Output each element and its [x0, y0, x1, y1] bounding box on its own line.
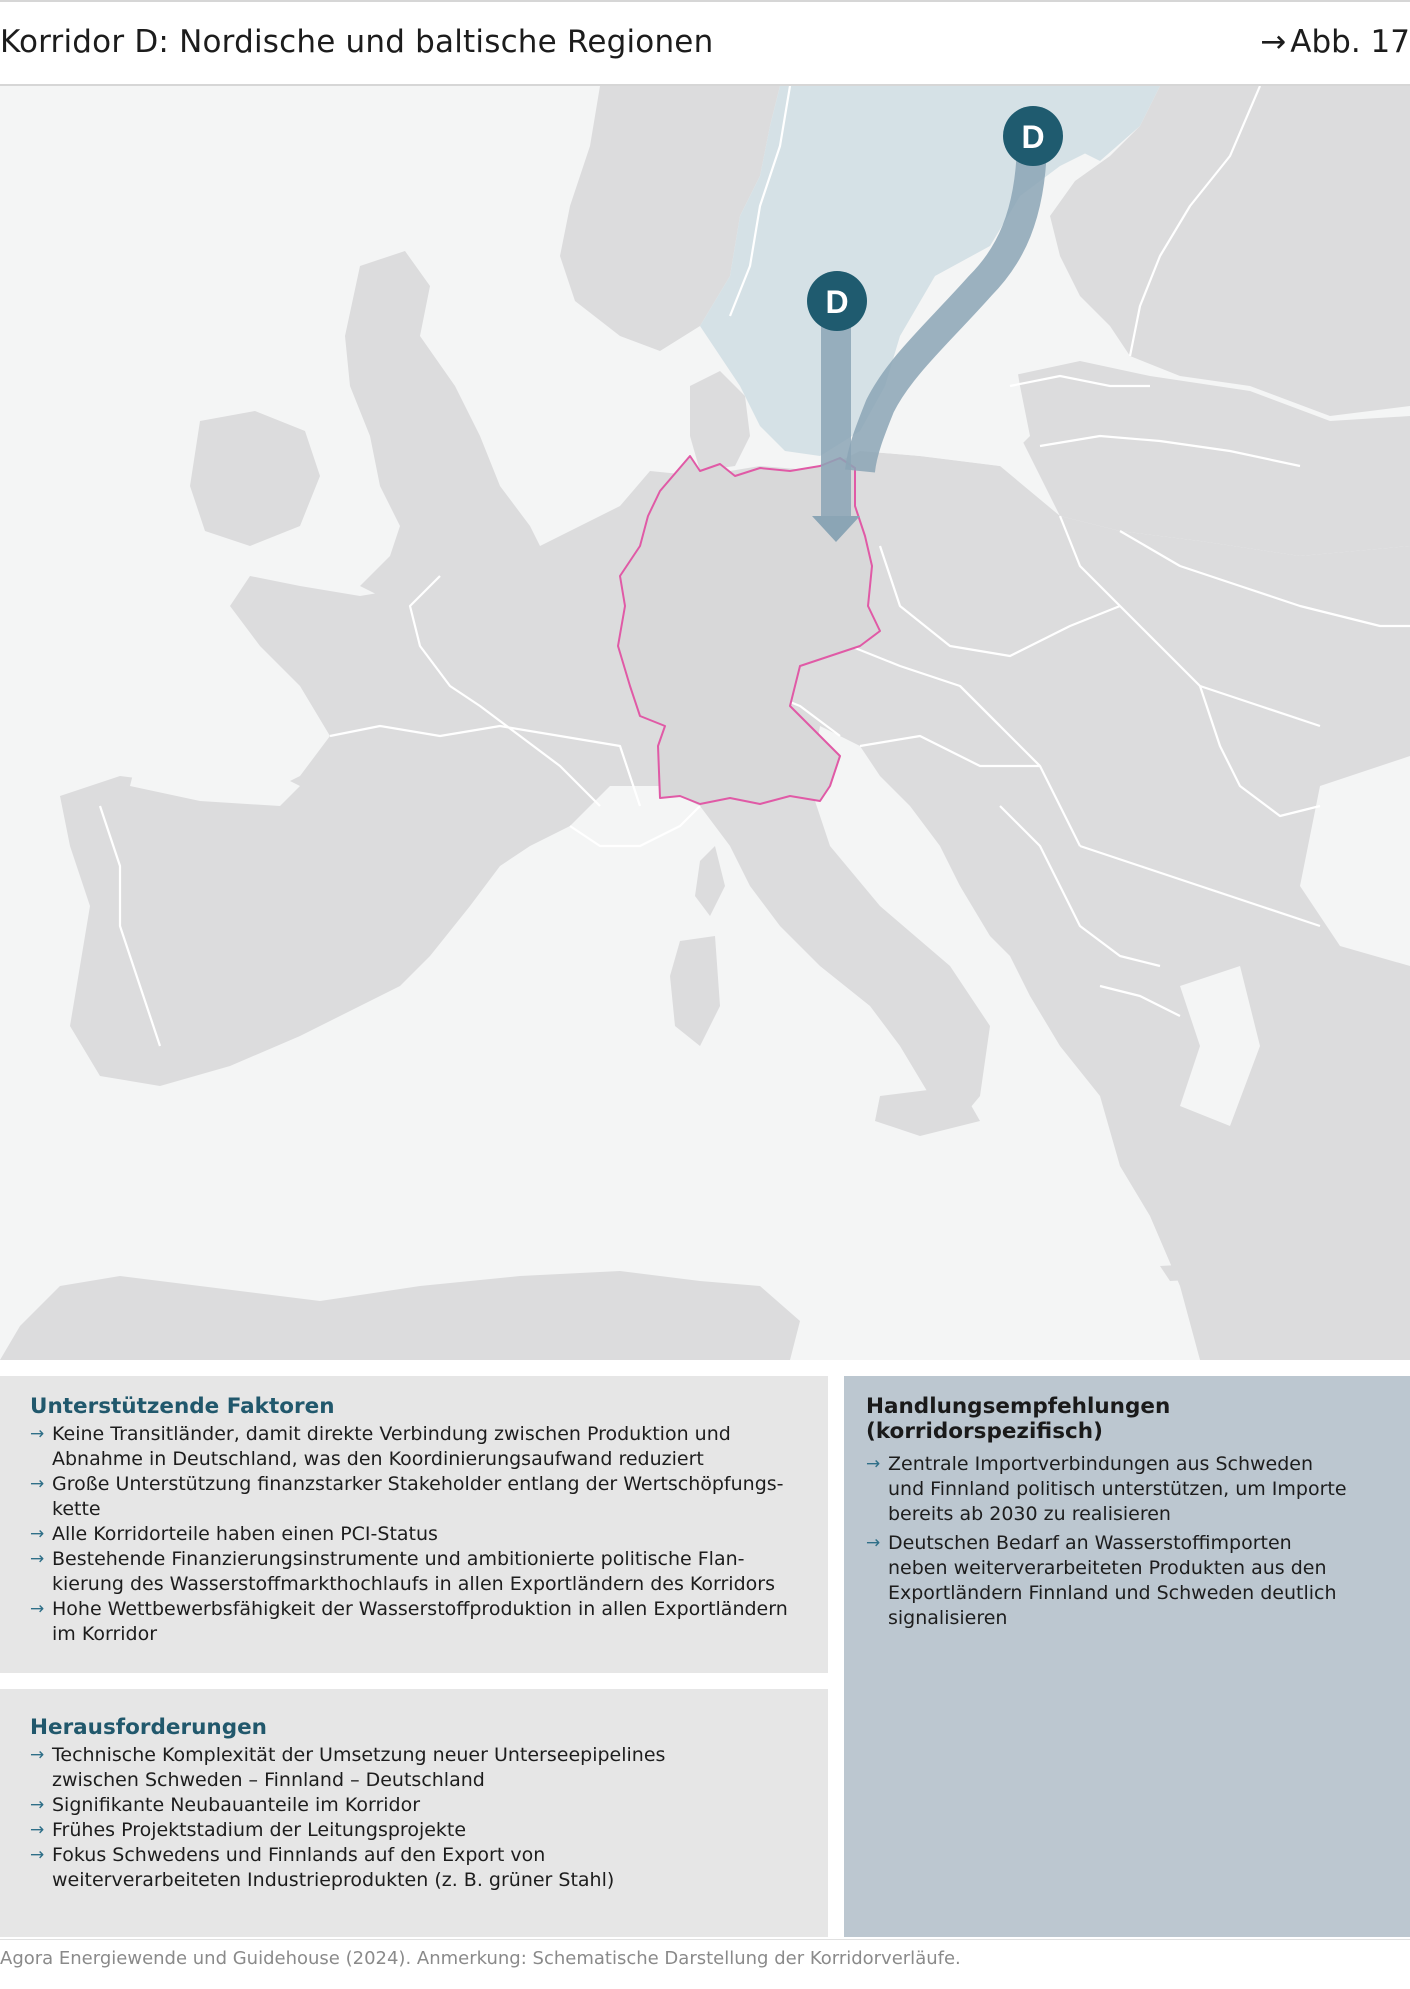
panel-subheading: (korridorspezifisch) [866, 1419, 1103, 1444]
arrow-right-icon: → [30, 1795, 45, 1815]
arrow-right-icon: → [30, 1524, 45, 1544]
recommendations-panel [844, 1376, 1410, 1937]
panel-heading: Herausforderungen [30, 1715, 267, 1740]
challenges-heading [30, 1715, 267, 1740]
list-item: → Zentrale Importverbindungen aus Schweden und Finnland politisch unterstützen, um Importe bereits ab 2030 zu realisieren [866, 1453, 1347, 1525]
corridor-marker-finland[interactable] [1003, 106, 1063, 166]
list-item: → Technische Komplexität der Umsetzung neuer Unterseepipelines zwischen Schweden – Finnland – Deutschland [30, 1744, 666, 1791]
challenges-list [30, 1743, 820, 1893]
panel-heading: Unterstützende Faktoren [30, 1394, 335, 1419]
list-item: → Große Unterstützung finanzstarker Stakeholder entlang der Wertschöpfungs- kette [30, 1473, 784, 1520]
figure-number: Abb. 17 [1290, 24, 1410, 60]
marker-label: D [1021, 119, 1045, 155]
arrow-right-icon: → [866, 1454, 881, 1474]
arrow-right-icon: → [30, 1599, 45, 1619]
arrow-right-icon: → [30, 1820, 45, 1840]
arrow-right-icon: → [30, 1549, 45, 1569]
list-item: → Deutschen Bedarf an Wasserstoffimporten neben weiterverarbeiteten Produkten aus den Exportländern Finnland und Schweden deutlich signalisieren [866, 1532, 1337, 1629]
arrow-right-icon: → [30, 1474, 45, 1494]
figure-reference [1260, 24, 1410, 60]
figure-title: Korridor D: Nordische und baltische Regionen [0, 24, 714, 60]
arrow-right-icon: → [30, 1745, 45, 1765]
recommendations-heading [866, 1394, 1170, 1444]
footer-rule [0, 1939, 1410, 1940]
arrow-right-icon: → [30, 1845, 45, 1865]
list-item: → Keine Transitländer, damit direkte Verbindung zwischen Produktion und Abnahme in Deutschland, was den Koordinierungsaufwand reduziert [30, 1423, 731, 1470]
supporting-factors-heading [30, 1394, 335, 1419]
arrow-right-icon: → [1260, 24, 1287, 60]
corridor-marker-sweden[interactable] [807, 271, 867, 331]
list-item: → Bestehende Finanzierungsinstrumente und ambitionierte politische Flan- kierung des Wasserstoffmarkthochlaufs in allen Exportländern des Korridors [30, 1548, 775, 1595]
list-item: → Signifikante Neubauanteile im Korridor [30, 1794, 421, 1816]
list-item: → Fokus Schwedens und Finnlands auf den Export von weiterverarbeiteten Industrieprodukten (z. B. grüner Stahl) [30, 1844, 615, 1891]
europe-map [0, 86, 1410, 1360]
figure-header [0, 2, 1410, 86]
list-item: → Frühes Projektstadium der Leitungsprojekte [30, 1819, 467, 1841]
marker-label: D [825, 284, 849, 320]
recommendations-list [866, 1452, 1406, 1635]
source-note: Agora Energiewende und Guidehouse (2024). Anmerkung: Schematische Darstellung der Korridorverläufe. [0, 1948, 961, 1969]
list-item: → Alle Korridorteile haben einen PCI-Status [30, 1523, 438, 1545]
map-canvas [0, 86, 1410, 1360]
arrow-right-icon: → [30, 1424, 45, 1444]
arrow-right-icon: → [866, 1533, 881, 1553]
supporting-factors-list [30, 1422, 820, 1647]
challenges-panel [0, 1689, 828, 1937]
supporting-factors-panel [0, 1376, 828, 1673]
list-item: → Hohe Wettbewerbsfähigkeit der Wasserstoffproduktion in allen Exportländern im Korridor [30, 1598, 788, 1645]
panel-heading: Handlungsempfehlungen [866, 1394, 1171, 1419]
